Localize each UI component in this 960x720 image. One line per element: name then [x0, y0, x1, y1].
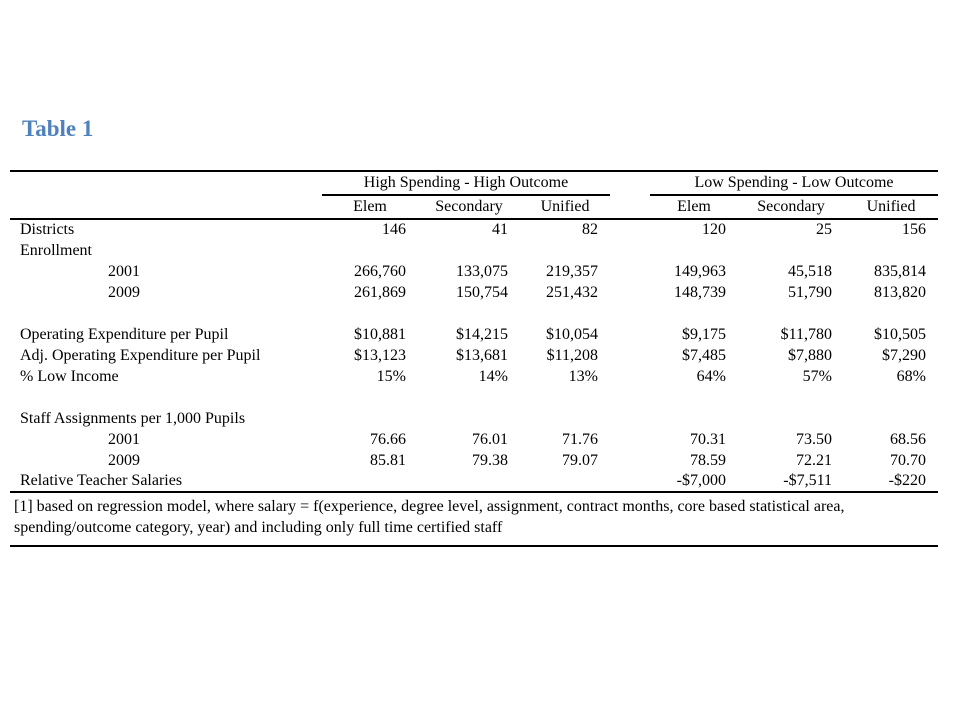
row-label: 2009 [108, 283, 140, 301]
cell-value [738, 408, 844, 429]
column-header-row [10, 195, 938, 219]
cell-value: 156 [902, 221, 926, 238]
row-label: Staff Assignments per 1,000 Pupils [20, 409, 246, 427]
table-row [10, 345, 938, 366]
data-table [10, 170, 938, 547]
cell-value: $7,880 [788, 346, 832, 364]
cell-value: $13,681 [456, 346, 508, 364]
row-label [10, 387, 322, 408]
cell-value [520, 471, 610, 492]
cell-value: 64% [696, 367, 726, 385]
cell-value: -$7,000 [650, 471, 738, 492]
cell-value: $7,290 [882, 346, 926, 364]
cell-value: $10,881 [354, 325, 406, 343]
group-gap-cell [610, 261, 650, 282]
table-row [10, 408, 938, 429]
cell-value [322, 387, 418, 408]
cell-value [844, 303, 938, 324]
table-row [10, 240, 938, 261]
cell-value: 68% [896, 367, 926, 385]
cell-value [844, 387, 938, 408]
cell-value [418, 471, 520, 492]
row-label: Relative Teacher Salaries [10, 471, 322, 492]
group-gap-cell [610, 429, 650, 450]
spacer-row [10, 387, 938, 408]
group-gap-cell [610, 303, 650, 324]
cell-value: 79.07 [562, 451, 598, 469]
footnote-text: [1] based on regression model, where salary = f(experience, degree level, assignment, contract months, core based statistical area, spending/outcome category, year) and including only full time certified staff [10, 492, 938, 546]
cell-value: $7,485 [682, 346, 726, 364]
cell-value [322, 471, 418, 492]
cell-value: 146 [382, 221, 406, 238]
cell-value: 76.66 [370, 430, 406, 448]
cell-value [844, 408, 938, 429]
cell-value: 72.21 [796, 451, 832, 469]
cell-value: -$7,511 [738, 471, 844, 492]
row-label-header-cell [10, 195, 322, 219]
group-gap-cell [610, 408, 650, 429]
row-label: 2009 [108, 451, 140, 469]
spacer-row [10, 303, 938, 324]
cell-value: -$220 [844, 471, 938, 492]
cell-value [738, 303, 844, 324]
cell-value: 70.31 [690, 430, 726, 448]
cell-value [844, 240, 938, 261]
cell-value [520, 408, 610, 429]
cell-value [738, 387, 844, 408]
cell-value: 73.50 [796, 430, 832, 448]
table-row [10, 366, 938, 387]
cell-value: 133,075 [456, 262, 508, 280]
group-gap-cell [610, 171, 650, 195]
table-row [10, 471, 938, 492]
col-header-high-elem: Elem [322, 195, 418, 219]
cell-value: 219,357 [546, 262, 598, 280]
cell-value [322, 408, 418, 429]
cell-value: $13,123 [354, 346, 406, 364]
col-header-low-elem: Elem [650, 195, 738, 219]
cell-value: 148,739 [674, 283, 726, 301]
cell-value [650, 387, 738, 408]
cell-value: 266,760 [354, 262, 406, 280]
cell-value: 51,790 [788, 283, 832, 301]
col-header-low-unified: Unified [844, 195, 938, 219]
cell-value: 79.38 [472, 451, 508, 469]
cell-value: $14,215 [456, 325, 508, 343]
table-row [10, 450, 938, 471]
row-label: % Low Income [20, 367, 119, 385]
cell-value [650, 240, 738, 261]
group-gap-cell [610, 240, 650, 261]
page-title: Table 1 [22, 116, 94, 141]
cell-value: 57% [802, 367, 832, 385]
cell-value: 150,754 [456, 283, 508, 301]
table-row [10, 429, 938, 450]
row-label: Operating Expenditure per Pupil [20, 325, 229, 343]
group-header-low-spending: Low Spending - Low Outcome [650, 171, 938, 195]
cell-value [520, 240, 610, 261]
row-label: Districts [20, 221, 75, 238]
cell-value [322, 303, 418, 324]
group-gap-cell [610, 366, 650, 387]
cell-value: 25 [816, 221, 832, 238]
group-gap-cell [610, 195, 650, 219]
row-label [10, 303, 322, 324]
table-row [10, 324, 938, 345]
table-row [10, 282, 938, 303]
table-body [10, 219, 938, 492]
row-label: Adj. Operating Expenditure per Pupil [20, 346, 261, 364]
group-gap-cell [610, 471, 650, 492]
cell-value [322, 240, 418, 261]
cell-value [418, 240, 520, 261]
group-gap-cell [610, 450, 650, 471]
group-gap-cell [610, 219, 650, 240]
footnote-row [10, 492, 938, 546]
cell-value: 835,814 [874, 262, 926, 280]
cell-value: 76.01 [472, 430, 508, 448]
group-header-high-spending: High Spending - High Outcome [322, 171, 610, 195]
table-row [10, 261, 938, 282]
cell-value: 14% [478, 367, 508, 385]
cell-value [650, 303, 738, 324]
cell-value: 261,869 [354, 283, 406, 301]
col-header-low-secondary: Secondary [738, 195, 844, 219]
cell-value [418, 408, 520, 429]
row-label: 2001 [108, 430, 140, 448]
cell-value [520, 303, 610, 324]
group-gap-cell [610, 387, 650, 408]
corner-cell [10, 171, 322, 195]
cell-value: 82 [582, 221, 598, 238]
cell-value [520, 387, 610, 408]
col-header-high-unified: Unified [520, 195, 610, 219]
group-gap-cell [610, 282, 650, 303]
cell-value: $10,054 [546, 325, 598, 343]
cell-value [738, 240, 844, 261]
col-header-high-secondary: Secondary [418, 195, 520, 219]
cell-value: $11,208 [546, 346, 598, 364]
row-label: Enrollment [20, 241, 92, 259]
cell-value: 251,432 [546, 283, 598, 301]
row-label: 2001 [108, 262, 140, 280]
cell-value: 78.59 [690, 451, 726, 469]
cell-value: $9,175 [682, 325, 726, 343]
cell-value: $10,505 [874, 325, 926, 343]
cell-value: $11,780 [780, 325, 832, 343]
table-row [10, 219, 938, 240]
cell-value [418, 387, 520, 408]
cell-value: 71.76 [562, 430, 598, 448]
cell-value: 85.81 [370, 451, 406, 469]
cell-value: 45,518 [788, 262, 832, 280]
cell-value: 813,820 [874, 283, 926, 301]
cell-value: 120 [702, 221, 726, 238]
cell-value: 15% [376, 367, 406, 385]
cell-value [650, 408, 738, 429]
cell-value: 68.56 [890, 430, 926, 448]
cell-value: 41 [492, 221, 508, 238]
cell-value: 149,963 [674, 262, 726, 280]
cell-value [418, 303, 520, 324]
cell-value: 13% [568, 367, 598, 385]
group-gap-cell [610, 345, 650, 366]
cell-value: 70.70 [890, 451, 926, 469]
group-gap-cell [610, 324, 650, 345]
group-header-row [10, 171, 938, 195]
